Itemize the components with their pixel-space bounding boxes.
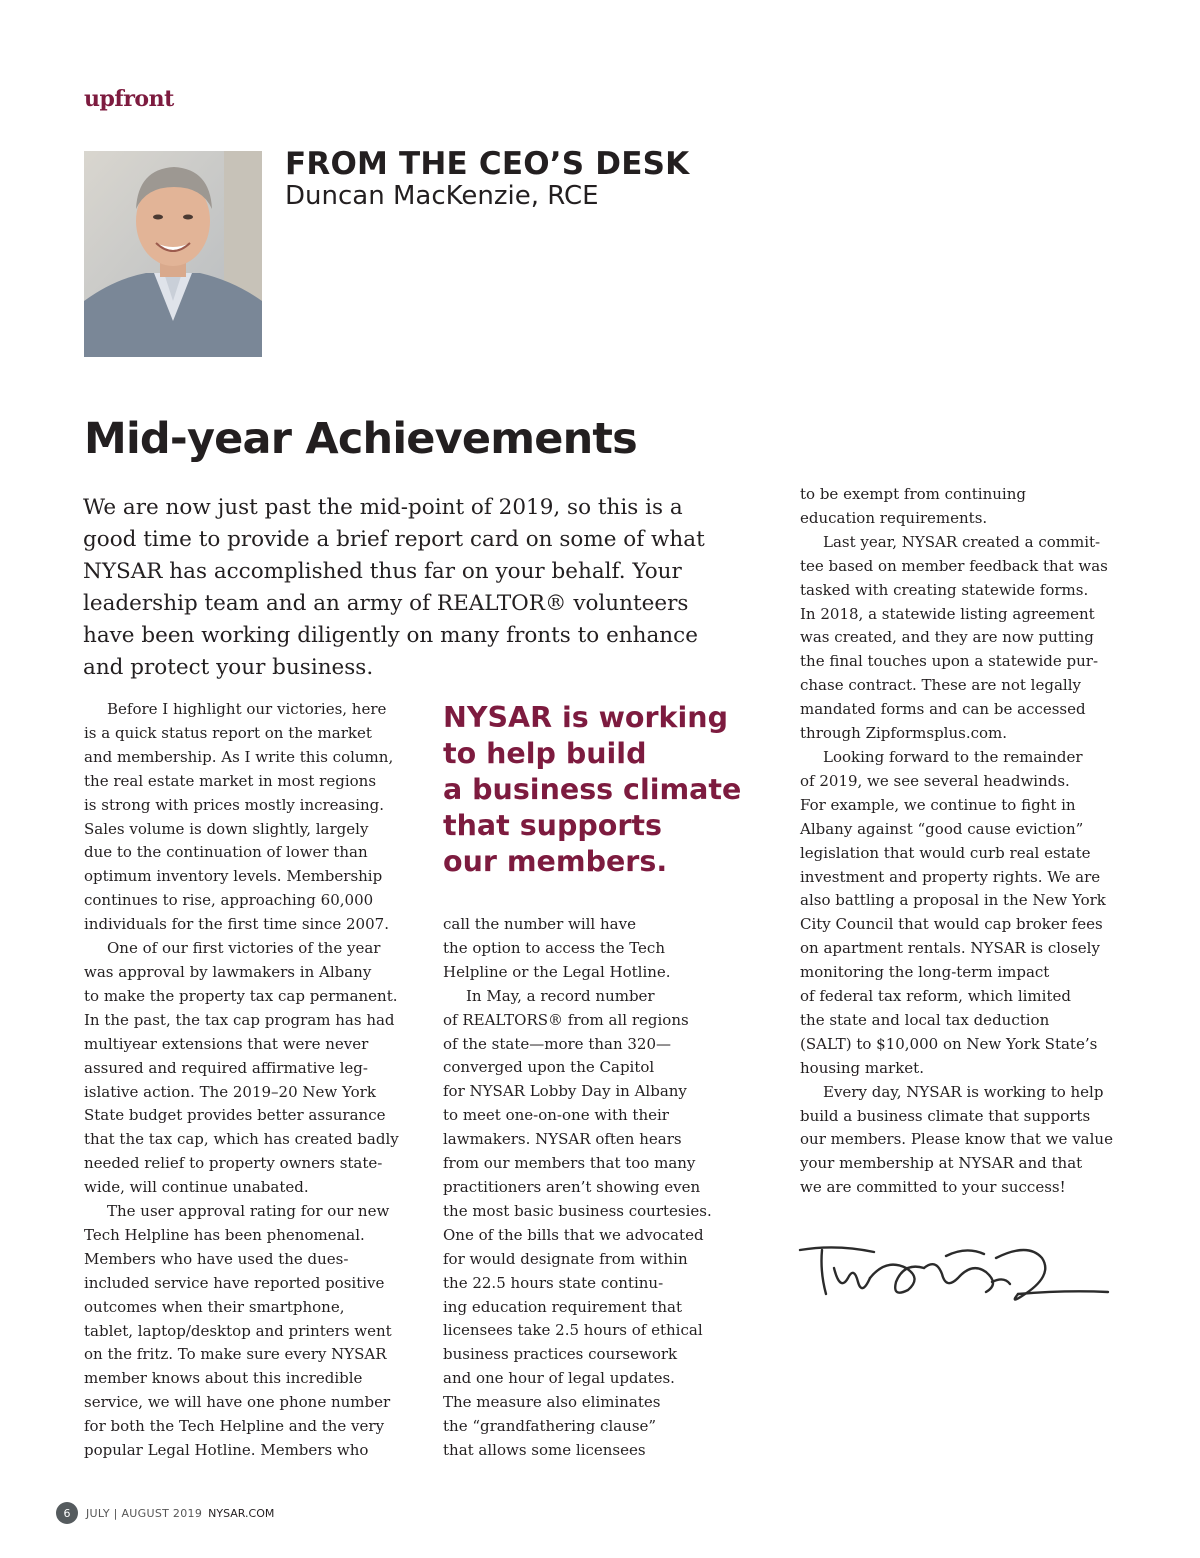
body-text-line: of federal tax reform, which limited <box>800 987 1071 1006</box>
body-text-line: and membership. As I write this column, <box>84 747 394 766</box>
ceo-portrait-photo <box>84 151 262 357</box>
body-text-line: continues to rise, approaching 60,000 <box>84 891 374 910</box>
body-text-line: business practices coursework <box>443 1345 678 1364</box>
body-text-line: member knows about this incredible <box>84 1369 363 1388</box>
body-text-line: Tech Helpline has been phenomenal. <box>84 1225 365 1244</box>
body-text-line: legislation that would curb real estate <box>800 843 1091 862</box>
body-text-line: build a business climate that supports <box>800 1106 1091 1125</box>
body-text-line: from our members that too many <box>443 1154 696 1173</box>
body-column-3 <box>800 483 1113 1200</box>
body-text-line: ing education requirement that <box>443 1297 682 1316</box>
body-text-line: of 2019, we see several headwinds. <box>800 771 1070 790</box>
body-text-line: through Zipformsplus.com. <box>800 724 1008 743</box>
pull-quote-line: that supports <box>443 809 662 842</box>
body-text-line: In May, a record number <box>466 986 655 1005</box>
body-text-line: housing market. <box>800 1058 924 1077</box>
body-text-line: the final touches upon a statewide pur- <box>800 652 1099 671</box>
body-text-line: to make the property tax cap permanent. <box>84 986 398 1005</box>
body-text-line: the option to access the Tech <box>443 938 665 957</box>
body-column-2 <box>443 913 712 1463</box>
section-tag: upfront <box>84 86 174 112</box>
pull-quote-line: NYSAR is working <box>443 701 728 734</box>
body-text-line: service, we will have one phone number <box>84 1393 391 1412</box>
body-text-line: Looking forward to the remainder <box>823 747 1083 766</box>
body-text-line: was approval by lawmakers in Albany <box>84 962 372 981</box>
pull-quote-line: a business climate <box>443 773 742 806</box>
body-text-line: the state and local tax deduction <box>800 1010 1050 1029</box>
body-text-line: outcomes when their smartphone, <box>84 1297 345 1316</box>
body-text-line: Sales volume is down slightly, largely <box>84 819 369 838</box>
body-text-line: One of our first victories of the year <box>107 939 381 958</box>
body-text-line: of the state—more than 320— <box>443 1034 672 1053</box>
body-text-line: your membership at NYSAR and that <box>800 1154 1083 1173</box>
website: NYSAR.COM <box>208 1506 275 1520</box>
pull-quote-line: our members. <box>443 845 668 878</box>
body-text-line: on apartment rentals. NYSAR is closely <box>800 939 1100 958</box>
ceo-signature <box>796 1238 1116 1322</box>
body-text-line: Members who have used the dues- <box>84 1249 349 1268</box>
body-text-line: licensees take 2.5 hours of ethical <box>443 1321 703 1340</box>
body-text-line: needed relief to property owners state- <box>84 1154 383 1173</box>
body-text-line: the “grandfathering clause” <box>443 1417 657 1436</box>
body-text-line: for both the Tech Helpline and the very <box>84 1417 385 1436</box>
body-text-line: islative action. The 2019–20 New York <box>84 1082 376 1101</box>
issue-date: JULY | AUGUST 2019 <box>86 1506 203 1520</box>
body-text-line: The measure also eliminates <box>443 1393 661 1412</box>
body-text-line: (SALT) to $10,000 on New York State’s <box>800 1034 1098 1053</box>
body-text-line: In the past, the tax cap program has had <box>84 1010 395 1029</box>
body-text-line: individuals for the first time since 2007. <box>84 915 389 934</box>
body-text-line: due to the continuation of lower than <box>84 843 368 862</box>
body-text-line: tablet, laptop/desktop and printers went <box>84 1321 392 1340</box>
body-text-line: the real estate market in most regions <box>84 771 377 790</box>
body-text-line: our members. Please know that we value <box>800 1130 1113 1149</box>
body-text-line: for NYSAR Lobby Day in Albany <box>443 1082 687 1101</box>
body-text-line: for would designate from within <box>443 1249 688 1268</box>
body-text-line: popular Legal Hotline. Members who <box>84 1441 369 1460</box>
body-text-line: Every day, NYSAR is working to help <box>823 1082 1104 1101</box>
article-headline: Mid-year Achievements <box>84 414 637 464</box>
body-text-line: also battling a proposal in the New York <box>800 891 1106 910</box>
body-text-line: education requirements. <box>800 508 988 527</box>
body-text-line: of REALTORS® from all regions <box>443 1010 689 1029</box>
body-text-line: lawmakers. NYSAR often hears <box>443 1130 682 1149</box>
body-text-line: monitoring the long-term impact <box>800 963 1050 982</box>
pull-quote <box>443 700 741 880</box>
body-text-line: multiyear extensions that were never <box>84 1034 369 1053</box>
body-text-line: chase contract. These are not legally <box>800 676 1081 695</box>
body-text-line: City Council that would cap broker fees <box>800 915 1103 934</box>
body-column-1 <box>84 698 399 1463</box>
body-text-line: Last year, NYSAR created a commit- <box>823 532 1101 551</box>
body-text-line: In 2018, a statewide listing agreement <box>800 604 1095 623</box>
body-text-line: tee based on member feedback that was <box>800 556 1108 575</box>
ceo-desk-title: FROM THE CEO’S DESK <box>285 146 690 182</box>
body-text-line: is strong with prices mostly increasing. <box>84 795 385 814</box>
body-text-line: included service have reported positive <box>84 1273 385 1292</box>
body-text-line: call the number will have <box>443 915 636 933</box>
body-text-line: assured and required affirmative leg- <box>84 1058 368 1077</box>
ceo-name: Duncan MacKenzie, RCE <box>285 181 599 211</box>
body-text-line: that the tax cap, which has created badly <box>84 1130 399 1149</box>
intro-paragraph: We are now just past the mid-point of 2019, so this is a good time to provide a brief report card on some of what NYSAR has accomplished thus far on your behalf. Your leadership team and an army of REALTOR® volunteers have been working diligently on many fronts to enhance and protect your business. <box>83 495 705 680</box>
body-text-line: converged upon the Capitol <box>443 1058 655 1077</box>
body-text-line: to be exempt from continuing <box>800 485 1026 503</box>
body-text-line: practitioners aren’t showing even <box>443 1177 701 1196</box>
body-text-line: the 22.5 hours state continu- <box>443 1273 664 1292</box>
body-text-line: that allows some licensees <box>443 1440 646 1459</box>
body-text-line: was created, and they are now putting <box>800 628 1094 647</box>
body-text-line: to meet one-on-one with their <box>443 1106 669 1125</box>
body-text-line: on the fritz. To make sure every NYSAR <box>84 1345 387 1364</box>
pull-quote-line: to help build <box>443 737 647 770</box>
body-text-line: wide, will continue unabated. <box>84 1178 309 1197</box>
body-text-line: Before I highlight our victories, here <box>107 700 387 718</box>
body-text-line: mandated forms and can be accessed <box>800 700 1086 719</box>
page-number: 6 <box>56 1502 78 1524</box>
body-text-line: Helpline or the Legal Hotline. <box>443 962 671 981</box>
body-text-line: For example, we continue to fight in <box>800 795 1076 814</box>
body-text-line: investment and property rights. We are <box>800 867 1101 886</box>
body-text-line: Albany against “good cause eviction” <box>800 819 1084 838</box>
body-text-line: the most basic business courtesies. <box>443 1201 712 1220</box>
body-text-line: we are committed to your success! <box>800 1178 1066 1197</box>
body-text-line: The user approval rating for our new <box>107 1202 390 1221</box>
body-text-line: and one hour of legal updates. <box>443 1369 675 1388</box>
body-text-line: optimum inventory levels. Membership <box>84 867 383 886</box>
body-text-line: tasked with creating statewide forms. <box>800 580 1089 599</box>
body-text-line: One of the bills that we advocated <box>443 1225 704 1244</box>
body-text-line: State budget provides better assurance <box>84 1106 386 1125</box>
body-text-line: is a quick status report on the market <box>84 723 372 742</box>
page-footer <box>56 1502 274 1524</box>
